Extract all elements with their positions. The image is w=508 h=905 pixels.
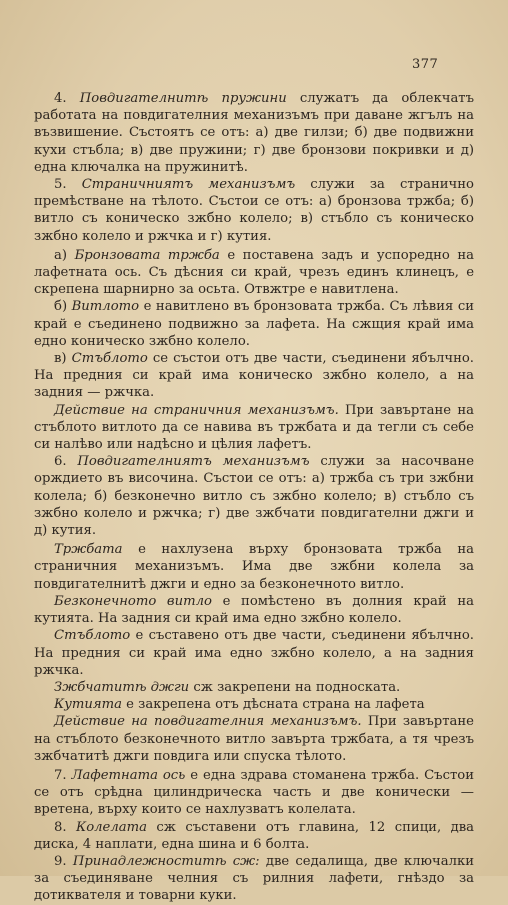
paragraph-text: служи за насочване орждието въ височина. Състои се отъ: а) тржба съ три зжбни колела; б) безконечно витло съ зжбно колело; в) стъбло съ зжбно колело и ржчка; г) две зжбчати повдигателни джги и д) кутия. xyxy=(34,454,475,539)
paragraph-elevating-action xyxy=(34,713,474,765)
term: Повдигателниятъ механизъмъ xyxy=(77,454,310,470)
paragraph-stem xyxy=(34,350,474,402)
paragraph-stem-2 xyxy=(34,627,474,679)
paragraph-text: При завъртане на стъблото безконечното витло завърта тржбата, а тя чрезъ зжбчатитѣ джги повдига или спуска тѣлото. xyxy=(34,714,474,764)
paragraph-screw xyxy=(34,298,474,350)
term: Витлото xyxy=(71,299,140,315)
item-number: б) xyxy=(54,299,72,315)
item-number: 9. xyxy=(54,853,73,869)
paragraph-wheels xyxy=(34,819,474,853)
paragraph-housing xyxy=(34,696,474,713)
term: Страничниятъ механизъмъ xyxy=(81,177,296,193)
term: Зжбчатитѣ джги xyxy=(54,679,190,695)
paragraph-text: служи за странично премѣстване на тѣлото. Състои се отъ: а) бронзова тржба; б) витло съ коническо зжбно колело; в) стъбло съ коническо зжбно колело и ржчка и г) кутия. xyxy=(34,177,474,244)
body-text xyxy=(34,90,474,905)
term: Безконечното витло xyxy=(54,593,212,609)
paragraph-text: е нахлузена върху бронзовата тржба на страничния механизъмъ. Има две зжбни колела за повдигателнитѣ джги и едно за безконечното витло. xyxy=(34,542,474,592)
paragraph-axle xyxy=(34,767,474,819)
term: Стъблото xyxy=(54,628,131,644)
term: Бронзовата тржба xyxy=(74,247,220,263)
paragraph-endless-screw xyxy=(34,593,474,627)
paragraph-text: е една здрава стоманена тржба. Състои се отъ срѣдна цилиндрическа часть и две конически — вретена, върху които се нахлузватъ колелата. xyxy=(34,767,474,818)
term: Действие на страничния механизъмъ. xyxy=(54,402,339,418)
term: Принадлежноститѣ сж: xyxy=(72,853,260,869)
term: Стъблото xyxy=(71,351,148,367)
paragraph-text: две седалища, две ключалки за съединяване челния съ рилния лафети, гнѣздо за дотиквателя и товарни куки. xyxy=(34,853,474,904)
paragraph-text: е поставена задъ и успоредно на лафетната ось. Съ дѣсния си край, чрезъ единъ клинецъ, е скрепена шарнирно за осьта. Отвжтре е навитлена. xyxy=(34,247,474,298)
term: Тржбата xyxy=(54,542,123,558)
paragraph-lateral-action xyxy=(34,402,474,454)
paragraph-text: е навитлено въ бронзовата тржба. Съ лѣвия си край е съединено подвижно за лафета. На сжщия край има едно коническо зжбно колело. xyxy=(34,299,475,349)
paragraph-bronze-tube xyxy=(34,247,474,299)
page-number: 377 xyxy=(412,57,439,72)
term: Кутията xyxy=(54,697,122,713)
paragraph-text: При завъртане на стъблото витлото да се навива въ тржбата и да тегли съ себе си налѣво или надѣсно и цѣлия лафетъ. xyxy=(34,402,474,453)
term: Лафетната ось xyxy=(71,767,186,783)
item-number: а) xyxy=(54,247,75,263)
paragraph-text: е закрепена отъ дѣсната страна на лафета xyxy=(121,697,425,713)
paragraph-text: сж закрепени на подноската. xyxy=(189,679,401,695)
item-number: 5. xyxy=(54,177,82,193)
term: Повдигателнитѣ пружини xyxy=(79,91,287,106)
paragraph-text: се състои отъ две части, съединени ябълчно. На предния си край има коническо зжбно колело, а на задния — ржчка. xyxy=(34,351,474,401)
paragraph-text: е съставено отъ две части, съединени ябълчно. На предния си край има едно зжбно колело, а на задния ржчка. xyxy=(34,628,474,678)
item-number: 8. xyxy=(54,819,76,835)
paragraph-lateral-mechanism xyxy=(34,176,474,245)
paragraph-tube xyxy=(34,541,474,593)
paragraph-springs xyxy=(34,90,474,176)
paragraph-text: е помѣстено въ долния край на кутията. На задния си край има едно зжбно колело. xyxy=(34,593,474,627)
item-number: 4. xyxy=(54,91,80,106)
paragraph-accessories xyxy=(34,853,474,905)
paragraph-text: служатъ да облекчатъ работата на повдигателния механизъмъ при даване жгълъ на възвишение. Състоятъ се отъ: а) две гилзи; б) две подвижни кухи стъбла; в) две пружини; г) две бронзови покривки и д) една ключалка на пружинитѣ. xyxy=(34,91,474,175)
item-number: 6. xyxy=(54,454,78,470)
term: Колелата xyxy=(76,819,147,835)
term: Действие на повдигателния механизъмъ. xyxy=(54,714,362,730)
paragraph-elevating-mechanism xyxy=(34,453,474,539)
item-number: в) xyxy=(54,351,72,367)
paragraph-text: сж съставени отъ главина, 12 спици, два диска, 4 наплати, една шина и 6 болта. xyxy=(34,819,474,852)
paragraph-toothed-arcs xyxy=(34,679,474,696)
item-number: 7. xyxy=(54,767,72,783)
